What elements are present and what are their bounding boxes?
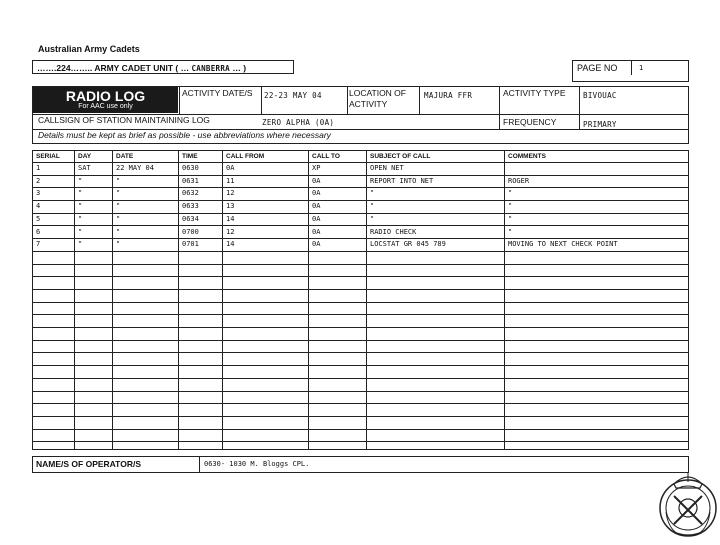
log-cell: "	[508, 227, 513, 236]
log-cell: 0631	[182, 176, 199, 185]
callsign-label: CALLSIGN OF STATION MAINTAINING LOG	[38, 115, 210, 125]
activity-type-label: ACTIVITY TYPE	[503, 88, 566, 98]
log-cell: 0A	[312, 214, 321, 223]
log-row-divider	[32, 213, 689, 214]
log-cell: 11	[226, 176, 235, 185]
log-column-divider	[308, 150, 309, 450]
location-value: MAJURA FFR	[424, 91, 473, 100]
log-cell: LOCSTAT GR 045 789	[370, 240, 446, 249]
page-number-box	[572, 60, 689, 82]
log-column-divider	[74, 150, 75, 450]
log-row-divider	[32, 225, 689, 226]
activity-dates-value: 22-23 MAY 04	[264, 91, 322, 100]
log-row-divider	[32, 162, 689, 163]
log-row-divider	[32, 403, 689, 404]
log-cell: "	[78, 189, 83, 198]
unit-label: ARMY CADET UNIT ( …	[94, 63, 190, 73]
log-cell: 0700	[182, 227, 199, 236]
instructions-text: Details must be kept as brief as possible - use abbreviations where necessary	[38, 130, 331, 140]
log-cell: 6	[36, 227, 41, 236]
log-cell: ROGER	[508, 176, 530, 185]
log-row-divider	[32, 365, 689, 366]
callsign-value: ZERO ALPHA (0A)	[262, 118, 335, 127]
unit-suffix: … )	[232, 63, 247, 73]
log-cell: 22 MAY 04	[116, 164, 154, 172]
unit-name: CANBERRA	[191, 64, 230, 73]
log-row-divider	[32, 416, 689, 417]
log-column-header: DAY	[78, 153, 92, 160]
log-cell: "	[508, 214, 513, 223]
log-row-divider	[32, 391, 689, 392]
log-column-divider	[222, 150, 223, 450]
page-number-label: PAGE NO	[577, 61, 632, 75]
activity-dates-label: ACTIVITY DATE/S	[182, 88, 253, 98]
log-cell: 0633	[182, 202, 199, 211]
log-column-header: CALL FROM	[226, 153, 265, 160]
log-cell: "	[116, 202, 121, 211]
log-cell: "	[78, 240, 83, 249]
log-cell: 0630	[182, 164, 199, 172]
log-cell: 1	[36, 164, 41, 172]
log-cell: 3	[36, 189, 41, 198]
log-row-divider	[32, 289, 689, 290]
form-subtitle: For AAC use only	[78, 103, 133, 110]
log-cell: "	[370, 214, 375, 223]
log-column-header: TIME	[182, 153, 198, 160]
log-cell: 14	[226, 240, 235, 249]
army-cadets-crest-logo	[656, 468, 720, 540]
log-row-divider	[32, 187, 689, 188]
log-cell: "	[78, 202, 83, 211]
log-cell: 2	[36, 176, 41, 185]
form-title: RADIO LOG	[65, 88, 146, 104]
log-column-divider	[112, 150, 113, 450]
log-row-divider	[32, 238, 689, 239]
log-cell: 12	[226, 227, 235, 236]
location-label: LOCATION OF ACTIVITY	[349, 88, 406, 109]
log-row-divider	[32, 276, 689, 277]
log-cell: SAT	[78, 164, 91, 172]
log-cell: 0A	[312, 189, 321, 198]
log-column-divider	[178, 150, 179, 450]
log-row-divider	[32, 302, 689, 303]
log-cell: 7	[36, 240, 41, 249]
log-cell: 12	[226, 189, 235, 198]
log-cell: 0A	[312, 176, 321, 185]
log-row-divider	[32, 378, 689, 379]
log-cell: "	[78, 176, 83, 185]
log-row-divider	[32, 441, 689, 442]
log-cell: "	[116, 214, 121, 223]
log-cell: "	[116, 189, 121, 198]
log-row-divider	[32, 175, 689, 176]
log-cell: 0A	[312, 227, 321, 236]
operators-value: 0630- 1030 M. Bloggs CPL.	[204, 460, 310, 468]
frequency-label: FREQUENCY	[503, 117, 557, 127]
log-cell: REPORT INTO NET	[370, 176, 434, 185]
unit-prefix: …….224……..	[37, 63, 93, 73]
page-number-value: 1	[639, 64, 644, 72]
log-cell: 0A	[226, 164, 235, 172]
log-column-header: SERIAL	[36, 153, 60, 160]
log-row-divider	[32, 264, 689, 265]
activity-type-value: BIVOUAC	[583, 91, 617, 100]
log-cell: 0634	[182, 214, 199, 223]
frequency-value: PRIMARY	[583, 120, 617, 129]
log-cell: "	[116, 240, 121, 249]
log-cell: "	[78, 214, 83, 223]
log-cell: "	[116, 176, 121, 185]
log-cell: 4	[36, 202, 41, 211]
log-column-header: DATE	[116, 153, 134, 160]
log-cell: MOVING TO NEXT CHECK POINT	[508, 240, 618, 249]
organisation-name: Australian Army Cadets	[38, 44, 140, 54]
log-cell: "	[370, 189, 375, 198]
log-column-divider	[366, 150, 367, 450]
log-cell: 0701	[182, 240, 199, 249]
radio-log-title	[33, 87, 178, 113]
log-row-divider	[32, 429, 689, 430]
log-column-header: SUBJECT OF CALL	[370, 153, 431, 160]
log-cell: XP	[312, 164, 321, 172]
log-column-header: COMMENTS	[508, 153, 546, 160]
log-cell: 5	[36, 214, 41, 223]
log-table	[32, 150, 689, 450]
operators-label: NAME/S OF OPERATOR/S	[36, 459, 142, 469]
log-row-divider	[32, 251, 689, 252]
log-cell: "	[508, 189, 513, 198]
log-cell: "	[370, 202, 375, 211]
log-row-divider	[32, 340, 689, 341]
log-row-divider	[32, 352, 689, 353]
log-row-divider	[32, 327, 689, 328]
log-row-divider	[32, 200, 689, 201]
log-cell: "	[116, 227, 121, 236]
log-cell: RADIO CHECK	[370, 227, 417, 236]
log-row-divider	[32, 314, 689, 315]
log-cell: 0632	[182, 189, 199, 198]
log-cell: "	[78, 227, 83, 236]
log-cell: 0A	[312, 202, 321, 211]
log-column-divider	[504, 150, 505, 450]
log-cell: 14	[226, 214, 235, 223]
log-cell: OPEN NET	[370, 164, 404, 172]
log-cell: "	[508, 202, 513, 211]
log-cell: 13	[226, 202, 235, 211]
log-column-header: CALL TO	[312, 153, 340, 160]
log-cell: 0A	[312, 240, 321, 249]
unit-field	[32, 60, 294, 74]
